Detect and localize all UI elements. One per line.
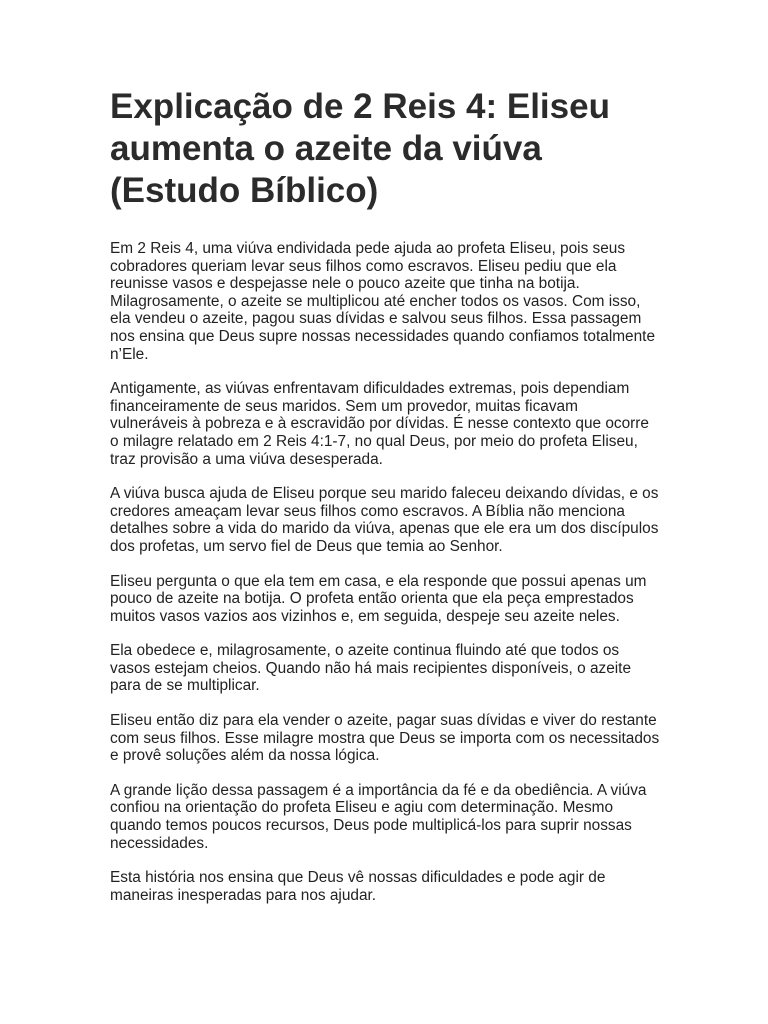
- paragraph-4: Eliseu pergunta o que ela tem em casa, e ela responde que possui apenas um pouco de azeite na botija. O profeta então orienta que ela peça emprestados muitos vasos vazios aos vizinhos e, em seguida, despeje seu azeite neles.: [110, 572, 647, 625]
- paragraph-8: Esta história nos ensina que Deus vê nossas dificuldades e pode agir de maneiras inesperadas para nos ajudar.: [110, 869, 606, 904]
- paragraph-7: A grande lição dessa passagem é a importância da fé e da obediência. A viúva confiou na orientação do profeta Eliseu e agiu com determinação. Mesmo quando temos poucos recursos, Deus pode multiplicá-los para suprir nossas necessidades.: [110, 781, 647, 852]
- paragraph-2: Antigamente, as viúvas enfrentavam dificuldades extremas, pois dependiam financeiramente de seus maridos. Sem um provedor, muitas ficavam vulneráveis à pobreza e à escravidão por dívidas. É nesse contexto que ocorre o milagre relatado em 2 Reis 4:1-7, no qual Deus, por meio do profeta Eliseu, traz provisão a uma viúva desesperada.: [110, 380, 649, 468]
- paragraph-3: A viúva busca ajuda de Eliseu porque seu marido faleceu deixando dívidas, e os credores ameaçam levar seus filhos como escravos. A Bíblia não menciona detalhes sobre a vida do marido da viúva, apenas que ele era um dos discípulos dos profetas, um servo fiel de Deus que temia ao Senhor.: [110, 485, 659, 555]
- article-title: Explicação de 2 Reis 4: Eliseu aumenta o azeite da viúva (Estudo Bíblico): [110, 87, 610, 210]
- document-page: [110, 86, 660, 921]
- paragraph-6: Eliseu então diz para ela vender o azeite, pagar suas dívidas e viver do restante com seus filhos. Esse milagre mostra que Deus se importa com os necessitados e provê soluções além da nossa lógica.: [110, 712, 660, 765]
- paragraph-1: Em 2 Reis 4, uma viúva endividada pede ajuda ao profeta Eliseu, pois seus cobradores queriam levar seus filhos como escravos. Eliseu pediu que ela reunisse vasos e despejasse nele o pouco azeite que tinha na botija. Milagrosamente, o azeite se multiplicou até encher todos os vasos. Com isso, ela vendeu o azeite, pagou suas dívidas e salvou seus filhos. Essa passagem nos ensina que Deus supre nossas necessidades quando confiamos totalmente n’Ele.: [110, 240, 656, 363]
- paragraph-5: Ela obedece e, milagrosamente, o azeite continua fluindo até que todos os vasos estejam cheios. Quando não há mais recipientes disponíveis, o azeite para de se multiplicar.: [110, 642, 632, 695]
